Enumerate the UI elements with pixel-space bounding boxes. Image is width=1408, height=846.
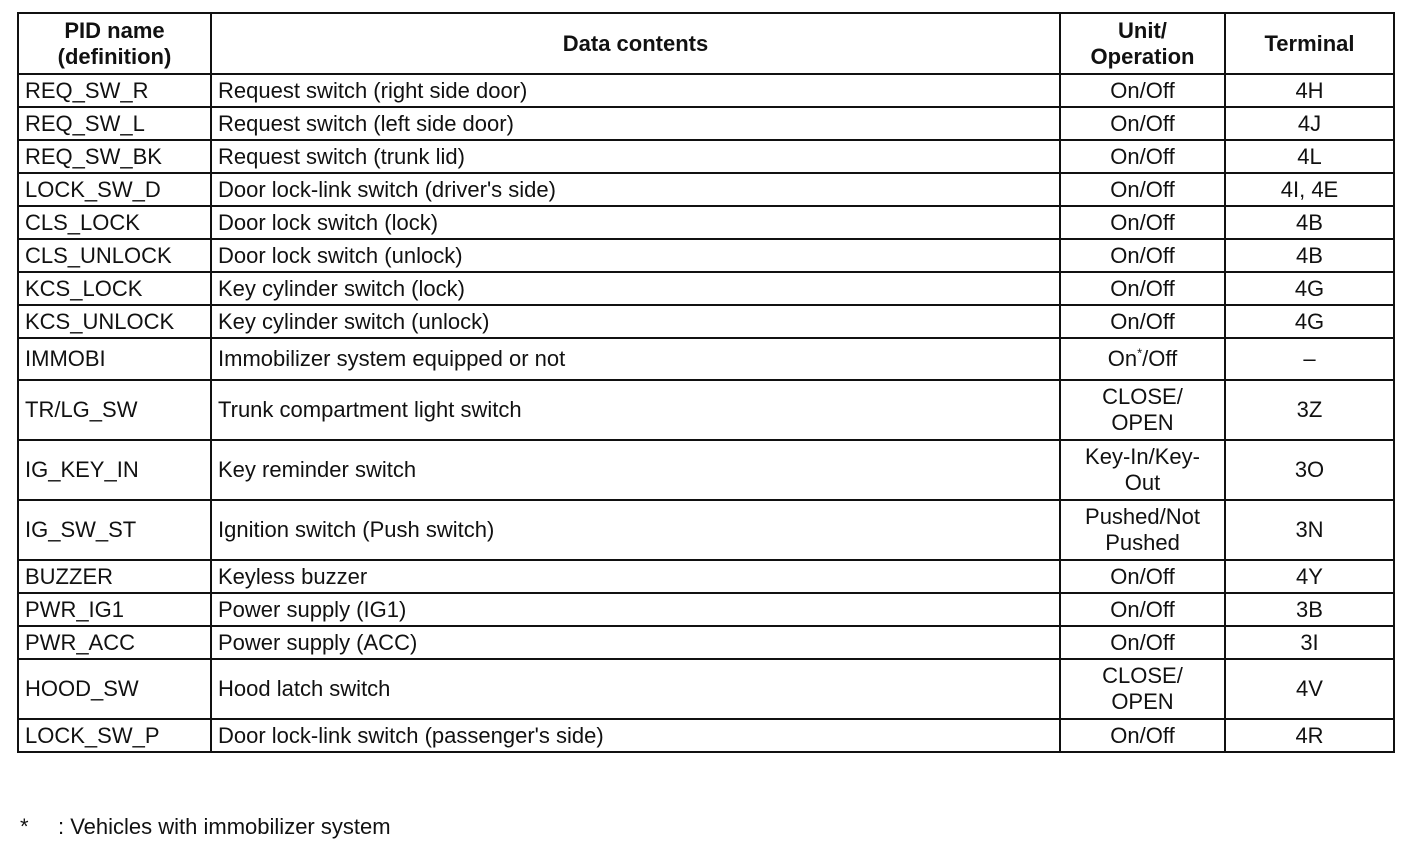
unit-cell: On/Off [1060,206,1225,239]
desc-cell: Request switch (left side door) [211,107,1060,140]
pid-cell: REQ_SW_R [18,74,211,107]
terminal-cell: 4G [1225,272,1394,305]
terminal-cell: 3N [1225,500,1394,560]
footnote-asterisk: * [20,814,29,839]
table-row [18,206,1394,239]
pid-cell: KCS_LOCK [18,272,211,305]
unit-cell: On/Off [1060,140,1225,173]
unit-line2: OPEN [1111,410,1174,435]
unit-line1: Key-In/Key- [1085,444,1200,469]
table-row [18,659,1394,719]
unit-cell: On/Off [1060,719,1225,752]
terminal-cell: 3Z [1225,380,1394,440]
unit-cell: On/Off [1060,107,1225,140]
pid-cell: TR/LG_SW [18,380,211,440]
header-terminal: Terminal [1225,13,1394,74]
unit-cell: On/Off [1060,626,1225,659]
pid-cell: LOCK_SW_D [18,173,211,206]
table-row [18,107,1394,140]
terminal-cell: 4H [1225,74,1394,107]
unit-line2: OPEN [1111,689,1174,714]
desc-cell: Keyless buzzer [211,560,1060,593]
pid-cell: REQ_SW_L [18,107,211,140]
unit-line2: Pushed [1105,530,1180,555]
header-pid-line1: PID name [64,17,165,43]
desc-cell: Hood latch switch [211,659,1060,719]
pid-cell: BUZZER [18,560,211,593]
terminal-cell: 4I, 4E [1225,173,1394,206]
table-row [18,272,1394,305]
table-row [18,338,1394,380]
unit-cell: On/Off [1060,239,1225,272]
unit-cell [1060,440,1225,500]
pid-cell: CLS_LOCK [18,206,211,239]
terminal-cell: 4L [1225,140,1394,173]
pid-cell: PWR_IG1 [18,593,211,626]
header-data-contents: Data contents [211,13,1060,74]
desc-cell: Key cylinder switch (lock) [211,272,1060,305]
terminal-cell: 3I [1225,626,1394,659]
pid-cell: IMMOBI [18,338,211,380]
footnote-marker: * [1137,345,1143,361]
unit-line1: CLOSE/ [1102,384,1183,409]
pid-table [17,12,1395,753]
table-row [18,380,1394,440]
table-row [18,140,1394,173]
unit-line1: CLOSE/ [1102,663,1183,688]
unit-cell [1060,659,1225,719]
unit-cell: On/Off [1060,593,1225,626]
terminal-cell: – [1225,338,1394,380]
desc-cell: Request switch (trunk lid) [211,140,1060,173]
unit-cell [1060,380,1225,440]
desc-cell: Key cylinder switch (unlock) [211,305,1060,338]
header-unit-operation [1060,13,1225,74]
terminal-cell: 3O [1225,440,1394,500]
unit-cell [1060,338,1225,380]
unit-cell: On/Off [1060,272,1225,305]
footnote [20,814,391,840]
pid-cell: KCS_UNLOCK [18,305,211,338]
desc-cell: Door lock-link switch (passenger's side) [211,719,1060,752]
header-unit-line2: Operation [1090,43,1195,69]
table-row [18,173,1394,206]
footnote-text: : Vehicles with immobilizer system [58,814,391,839]
table-row [18,593,1394,626]
unit-cell: On/Off [1060,305,1225,338]
pid-cell: LOCK_SW_P [18,719,211,752]
terminal-cell: 3B [1225,593,1394,626]
unit-line2: Out [1124,470,1161,495]
unit-cell: On/Off [1060,74,1225,107]
table-row [18,500,1394,560]
unit-cell: On/Off [1060,173,1225,206]
table-row [18,560,1394,593]
unit-line1: Pushed/Not [1085,504,1200,529]
table-row [18,440,1394,500]
terminal-cell: 4B [1225,206,1394,239]
desc-cell: Ignition switch (Push switch) [211,500,1060,560]
desc-cell: Key reminder switch [211,440,1060,500]
unit-value-on: On [1107,346,1138,371]
desc-cell: Request switch (right side door) [211,74,1060,107]
desc-cell: Door lock-link switch (driver's side) [211,173,1060,206]
header-pid-name [18,13,211,74]
unit-cell: On/Off [1060,560,1225,593]
pid-cell: HOOD_SW [18,659,211,719]
table-header-row [18,13,1394,74]
terminal-cell: 4V [1225,659,1394,719]
table-row [18,239,1394,272]
desc-cell: Immobilizer system equipped or not [211,338,1060,380]
desc-cell: Power supply (IG1) [211,593,1060,626]
pid-cell: IG_KEY_IN [18,440,211,500]
table-row [18,719,1394,752]
header-unit-line1: Unit/ [1118,17,1167,43]
desc-cell: Power supply (ACC) [211,626,1060,659]
terminal-cell: 4Y [1225,560,1394,593]
pid-cell: IG_SW_ST [18,500,211,560]
desc-cell: Door lock switch (unlock) [211,239,1060,272]
pid-cell: PWR_ACC [18,626,211,659]
table-row [18,74,1394,107]
unit-value-off: /Off [1142,346,1178,371]
terminal-cell: 4G [1225,305,1394,338]
desc-cell: Trunk compartment light switch [211,380,1060,440]
pid-cell: CLS_UNLOCK [18,239,211,272]
terminal-cell: 4R [1225,719,1394,752]
desc-cell: Door lock switch (lock) [211,206,1060,239]
terminal-cell: 4J [1225,107,1394,140]
pid-cell: REQ_SW_BK [18,140,211,173]
table-row [18,305,1394,338]
terminal-cell: 4B [1225,239,1394,272]
table-row [18,626,1394,659]
header-pid-line2: (definition) [57,43,172,69]
unit-cell [1060,500,1225,560]
